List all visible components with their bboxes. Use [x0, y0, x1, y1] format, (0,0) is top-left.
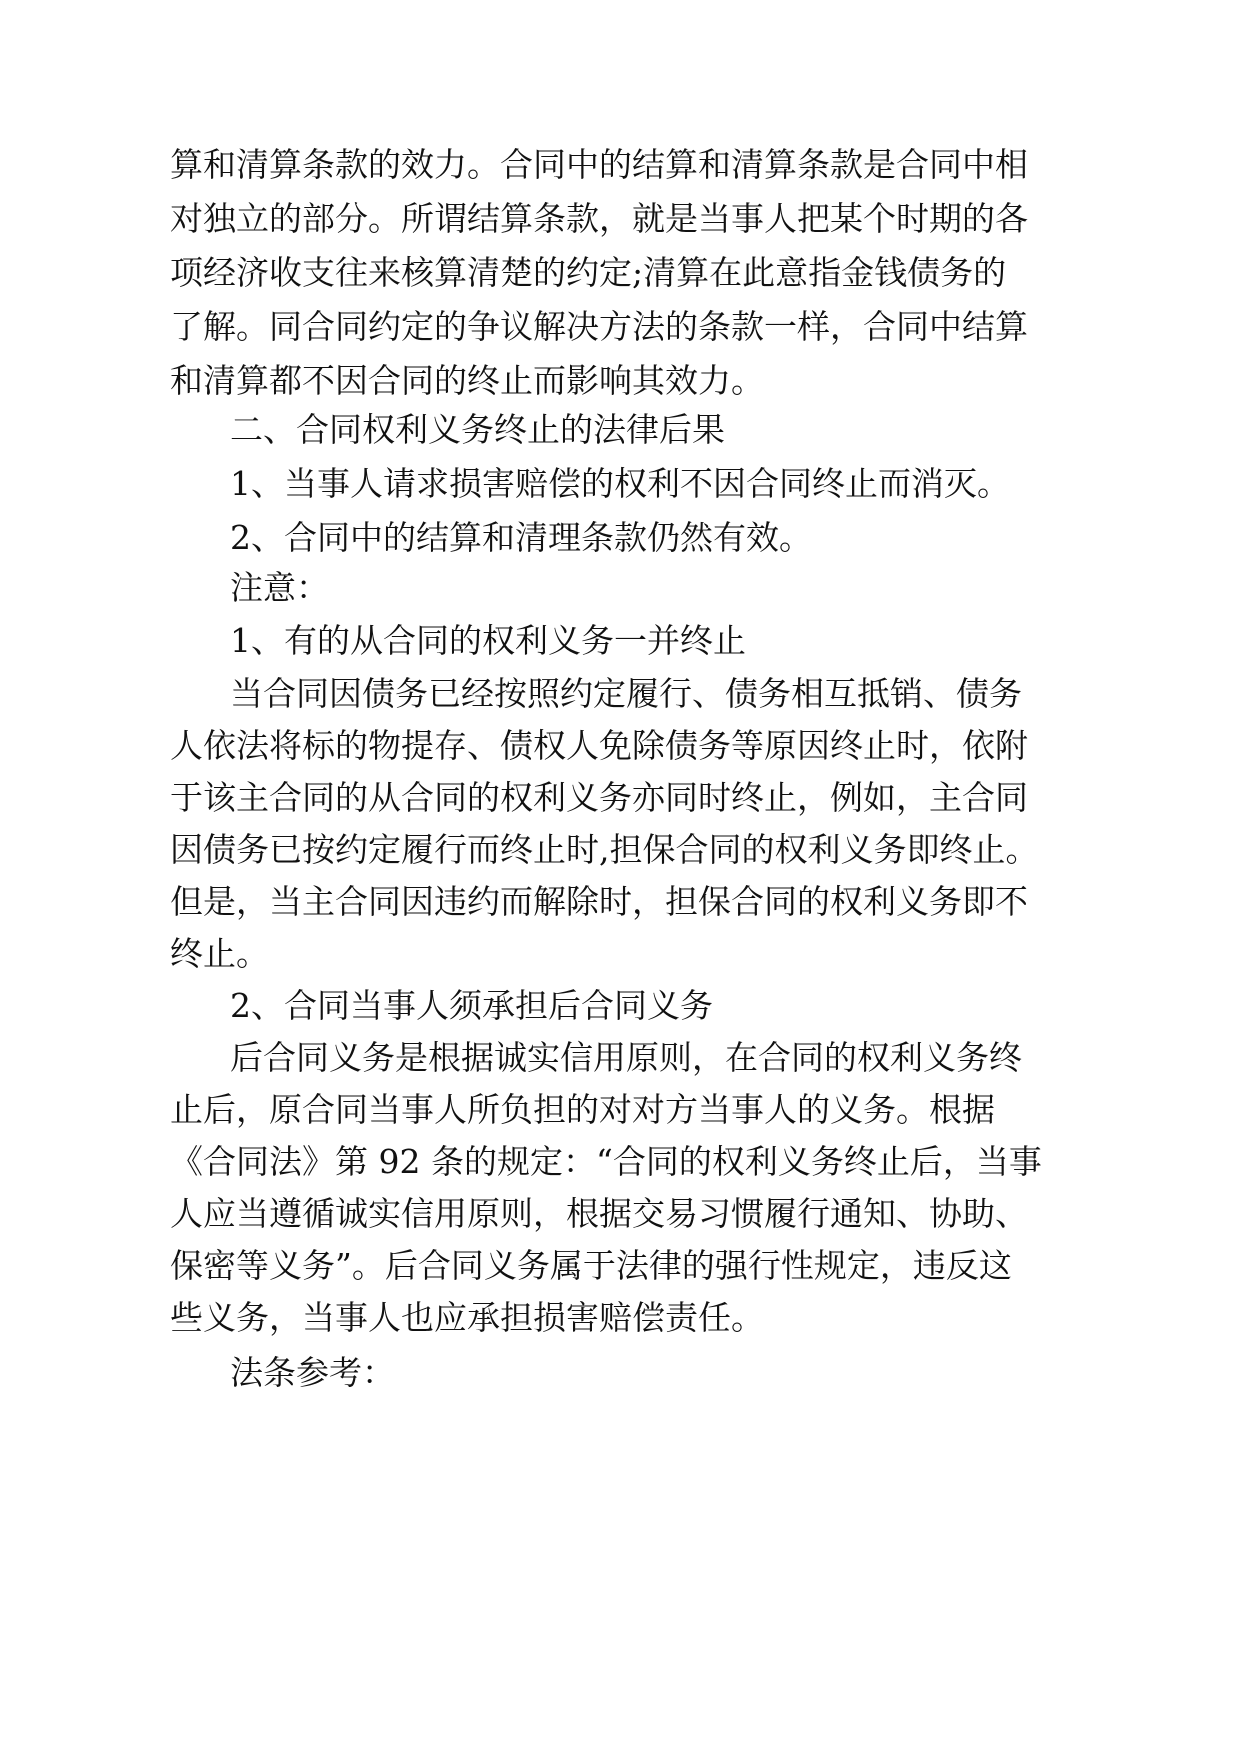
text-line: 些义务，当事人也应承担损害赔偿责任。	[170, 1298, 764, 1337]
text-line: 于该主合同的从合同的权利义务亦同时终止，例如，主合同	[170, 778, 1028, 817]
text-line: 项经济收支往来核算清楚的约定;清算在此意指金钱债务的	[170, 253, 1007, 292]
text-line: 终止。	[170, 934, 269, 973]
text-line: 止后，原合同当事人所负担的对对方当事人的义务。根据	[170, 1090, 995, 1129]
text-line: 了解。同合同约定的争议解决方法的条款一样，合同中结算	[170, 307, 1028, 346]
text-line: 2、合同当事人须承担后合同义务	[230, 986, 713, 1025]
text-line: 人依法将标的物提存、债权人免除债务等原因终止时，依附	[170, 726, 1028, 765]
text-line: 后合同义务是根据诚实信用原则，在合同的权利义务终	[230, 1038, 1022, 1077]
text-line: 人应当遵循诚实信用原则，根据交易习惯履行通知、协助、	[170, 1194, 1028, 1233]
section-heading: 二、合同权利义务终止的法律后果	[230, 410, 725, 449]
text-line: 算和清算条款的效力。合同中的结算和清算条款是合同中相	[170, 145, 1028, 184]
text-line: 法条参考：	[230, 1353, 395, 1392]
text-line: 但是，当主合同因违约而解除时，担保合同的权利义务即不	[170, 882, 1028, 921]
text-line: 保密等义务”。后合同义务属于法律的强行性规定，违反这	[170, 1246, 1012, 1285]
text-line: 1、有的从合同的权利义务一并终止	[230, 621, 746, 660]
text-line: 《合同法》第 92 条的规定：“合同的权利义务终止后，当事	[170, 1142, 1042, 1181]
text-line: 2、合同中的结算和清理条款仍然有效。	[230, 518, 812, 557]
text-line: 因债务已按约定履行而终止时,担保合同的权利义务即终止。	[170, 830, 1039, 869]
text-line: 和清算都不因合同的终止而影响其效力。	[170, 361, 764, 400]
text-line: 1、当事人请求损害赔偿的权利不因合同终止而消灭。	[230, 464, 1010, 503]
text-line: 注意：	[230, 568, 329, 607]
text-line: 对独立的部分。所谓结算条款，就是当事人把某个时期的各	[170, 199, 1028, 238]
text-line: 当合同因债务已经按照约定履行、债务相互抵销、债务	[230, 674, 1022, 713]
